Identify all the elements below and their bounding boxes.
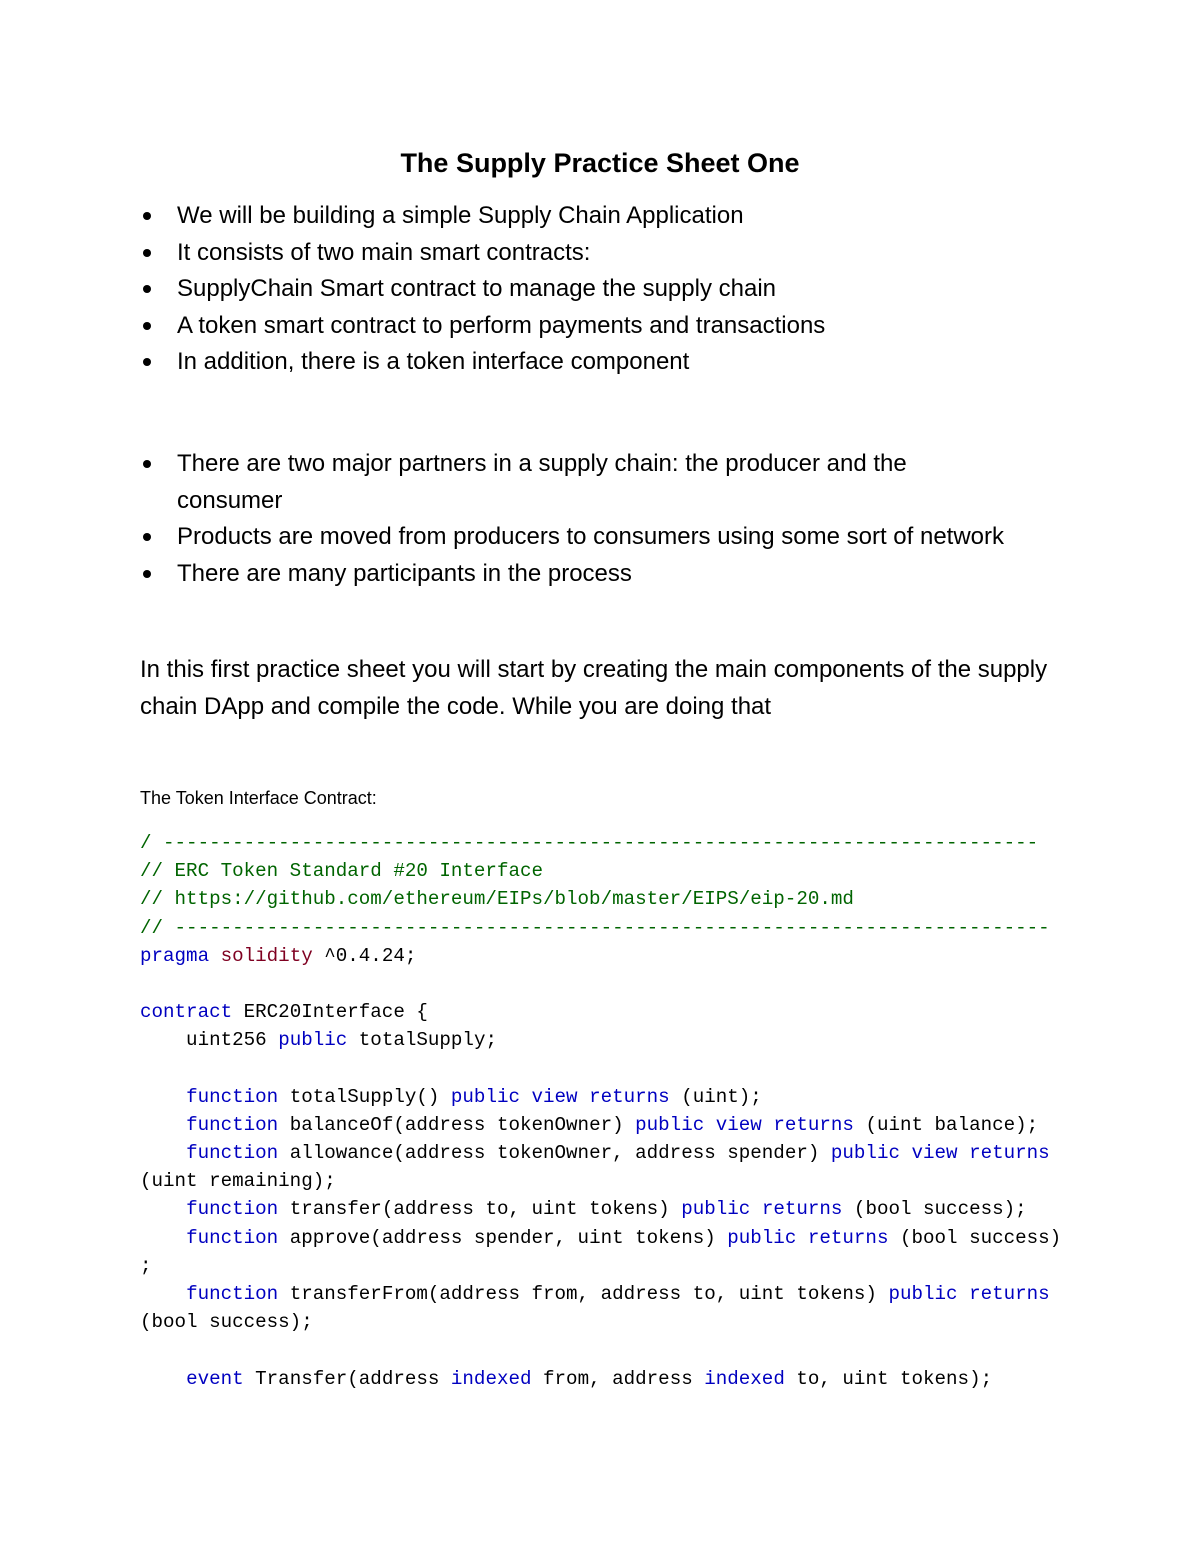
code-line-contract: contract ERC20Interface { — [140, 1001, 428, 1024]
list-item: There are many participants in the process — [140, 556, 1080, 593]
code-line-function: function balanceOf(address tokenOwner) public view returns (uint balance); — [186, 1113, 1039, 1136]
intro-paragraph: In this first practice sheet you will start by creating the main components of the supply chain DApp and compile the code. While you are doing that — [140, 656, 1048, 720]
code-line-state: uint256 public totalSupply; — [140, 1029, 497, 1052]
code-comment: / ---------------------------------------------------------------------------- — [140, 832, 1039, 854]
code-line-function: function allowance(address tokenOwner, address spender) public view returns — [186, 1142, 1050, 1165]
code-line-pragma: pragma solidity ^0.4.24; — [140, 944, 417, 967]
code-line-continuation: (bool success); — [140, 1311, 313, 1334]
code-line-function: function transfer(address to, uint tokens) public returns (bool success); — [186, 1198, 1027, 1221]
list-item: We will be building a simple Supply Chain Application — [140, 198, 1080, 235]
list-item: A token smart contract to perform payments and transactions — [140, 308, 1080, 345]
code-line-blank — [140, 970, 1060, 998]
code-line-function: function transferFrom(address from, address to, uint tokens) public returns — [186, 1283, 1050, 1305]
code-line-blank — [140, 1336, 1060, 1364]
list-item: Products are moved from producers to consumers using some sort of network — [140, 519, 1080, 556]
code-block — [140, 829, 1060, 1393]
code-comment: // https://github.com/ethereum/EIPs/blob/master/EIPS/eip-20.md — [140, 888, 854, 911]
bullet-icon — [143, 285, 151, 293]
intro-bullet-list — [140, 198, 1080, 381]
bullet-icon — [143, 570, 151, 578]
bullet-icon — [143, 249, 151, 257]
code-line-function: function totalSupply() public view returns (uint); — [186, 1085, 762, 1108]
list-item: In addition, there is a token interface component — [140, 344, 1080, 381]
list-item: It consists of two main smart contracts: — [140, 235, 1080, 272]
code-comment: // ERC Token Standard #20 Interface — [140, 860, 544, 883]
code-caption: The Token Interface Contract: — [140, 788, 377, 808]
page-title: The Supply Practice Sheet One — [400, 148, 800, 178]
bullet-icon — [143, 533, 151, 541]
code-line-event: event Transfer(address indexed from, address indexed to, uint tokens); — [186, 1367, 993, 1390]
list-item: There are two major partners in a supply chain: the producer and the consumer — [140, 446, 1080, 519]
code-line-continuation: (uint remaining); — [140, 1170, 336, 1193]
code-line-continuation: ; — [140, 1254, 152, 1277]
code-comment: // ---------------------------------------------------------------------------- — [140, 916, 1050, 939]
partners-bullet-list — [140, 446, 1080, 592]
bullet-icon — [143, 322, 151, 330]
code-line-blank — [140, 1055, 1060, 1083]
bullet-icon — [143, 460, 151, 468]
list-item: SupplyChain Smart contract to manage the supply chain — [140, 271, 1080, 308]
bullet-icon — [143, 212, 151, 220]
code-line-function: function approve(address spender, uint tokens) public returns (bool success) — [186, 1226, 1062, 1249]
bullet-icon — [143, 358, 151, 366]
